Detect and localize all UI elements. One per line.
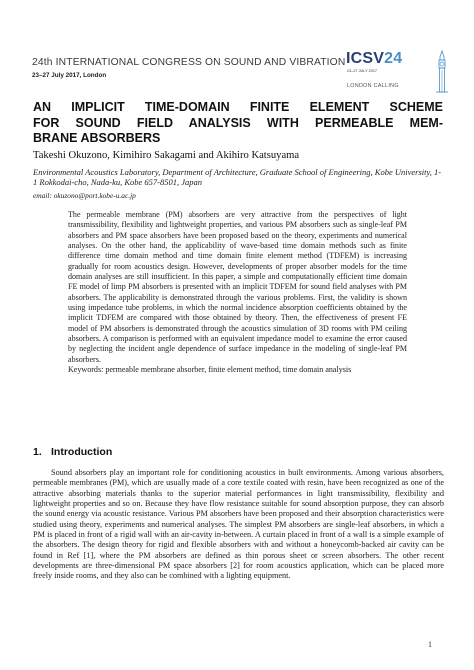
- logo-city: LONDON CALLING: [347, 83, 399, 89]
- email: email: okuzono@port.kobe-u.ac.jp: [33, 191, 136, 200]
- big-ben-icon: [433, 50, 451, 94]
- section-number: 1.: [33, 446, 42, 458]
- page-number: 1: [428, 640, 432, 649]
- title-line-1: AN IMPLICIT TIME-DOMAIN FINITE ELEMENT SCHEME: [33, 100, 443, 114]
- authors: Takeshi Okuzono, Kimihiro Sakagami and Akihiro Katsuyama: [33, 150, 300, 161]
- section-title: Introduction: [51, 446, 113, 458]
- abstract-text: The permeable membrane (PM) absorbers are very attractive from the perspectives of light transmissibility, flexibility and lightweight properties, and various PM absorbers such as single-leaf PM absorbers and PM space absorbers have been proposed based on the theory, experiments and numerical analyses. On the other hand, the applicability of wave-based time domain methods such as finite difference time domain method and time domain finite element method (TDFEM) is increasing gradually for room acoustics design. However, developments of proper absorber models for the time domain analyses are still insufficient. In this paper, a simple and computationally efficient time domain FE model of limp PM absorbers is presented with an implicit TDFEM for sound field analyses with PM absorbers. The applicability is demonstrated through the various problems. First, the validity is shown using impedance tube problems, in which the normal incidence absorption coefficients obtained by the implicit TDFEM are compared with those obtained by theory. Then, the effectiveness of present FE model of PM absorbers is demonstrated through the acoustics simulation of 3D rooms with PM ceiling absorbers. A comparison is performed with an equivalent impedance model to examine the error caused by neglecting the incident angle dependence of surface impedance in the modeling of single-leaf PM absorbers.: [68, 210, 407, 364]
- keywords: Keywords: permeable membrane absorber, finite element method, time domain analysis: [68, 365, 352, 375]
- conference-title: 24th INTERNATIONAL CONGRESS ON SOUND AND VIBRATION: [32, 57, 346, 68]
- paper-title: [33, 100, 443, 147]
- title-line-2: FOR SOUND FIELD ANALYSIS WITH PERMEABLE MEM-: [33, 115, 443, 130]
- logo-wordmark: [346, 50, 402, 68]
- title-line-3: BRANE ABSORBERS: [33, 131, 161, 145]
- section-heading-introduction: [33, 446, 112, 458]
- icsv-logo: [346, 50, 446, 96]
- logo-icsv-text: ICSV: [346, 50, 385, 67]
- introduction-paragraph: Sound absorbers play an important role for conditioning acoustics in built environments. Among various absorbers, permeable membranes (PM), which are usually made of a core textile coated with resin, have been recognized as one of the attractive absorbing materials thanks to the superior material performances in light transmissibility, flexibility and lightweight properties and so on. Because they have flow resistance suitable for sound absorption purpose, they can absorb the sound energy via acoustic resistance. Various PM absorbers have been proposed and their absorption characteristics were studied using theory, experiments and numerical analyses. The simplest PM absorbers are single-leaf absorbers, in which a PM is placed in front of a rigid wall with an air-cavity in-between. A curtain placed in front of a wall is a simple example of the absorbers. The design theory for rigid and flexible absorbers with and without a honeycomb-backed air cavity can be found in Ref [1], where the PM absorbers are defined as thin porous sheet or screen absorbers. The other recent developments are three-dimensional PM space absorbers [2] for room acoustics application, which can be placed more freely inside rooms, and they also can be combined with a lighting equipment.: [33, 468, 444, 581]
- affiliation: Environmental Acoustics Laboratory, Department of Architecture, Graduate School of Engineering, Kobe University, 1-1 Rokkodai-cho, Nada-ku, Kobe 657-8501, Japan: [33, 167, 442, 188]
- introduction-body: [33, 468, 444, 582]
- conference-date: 23–27 July 2017, London: [32, 72, 107, 79]
- logo-date: 23–27 JULY 2017: [347, 69, 378, 73]
- conference-header: [32, 57, 362, 79]
- abstract: [68, 210, 407, 376]
- logo-number: 24: [384, 50, 403, 67]
